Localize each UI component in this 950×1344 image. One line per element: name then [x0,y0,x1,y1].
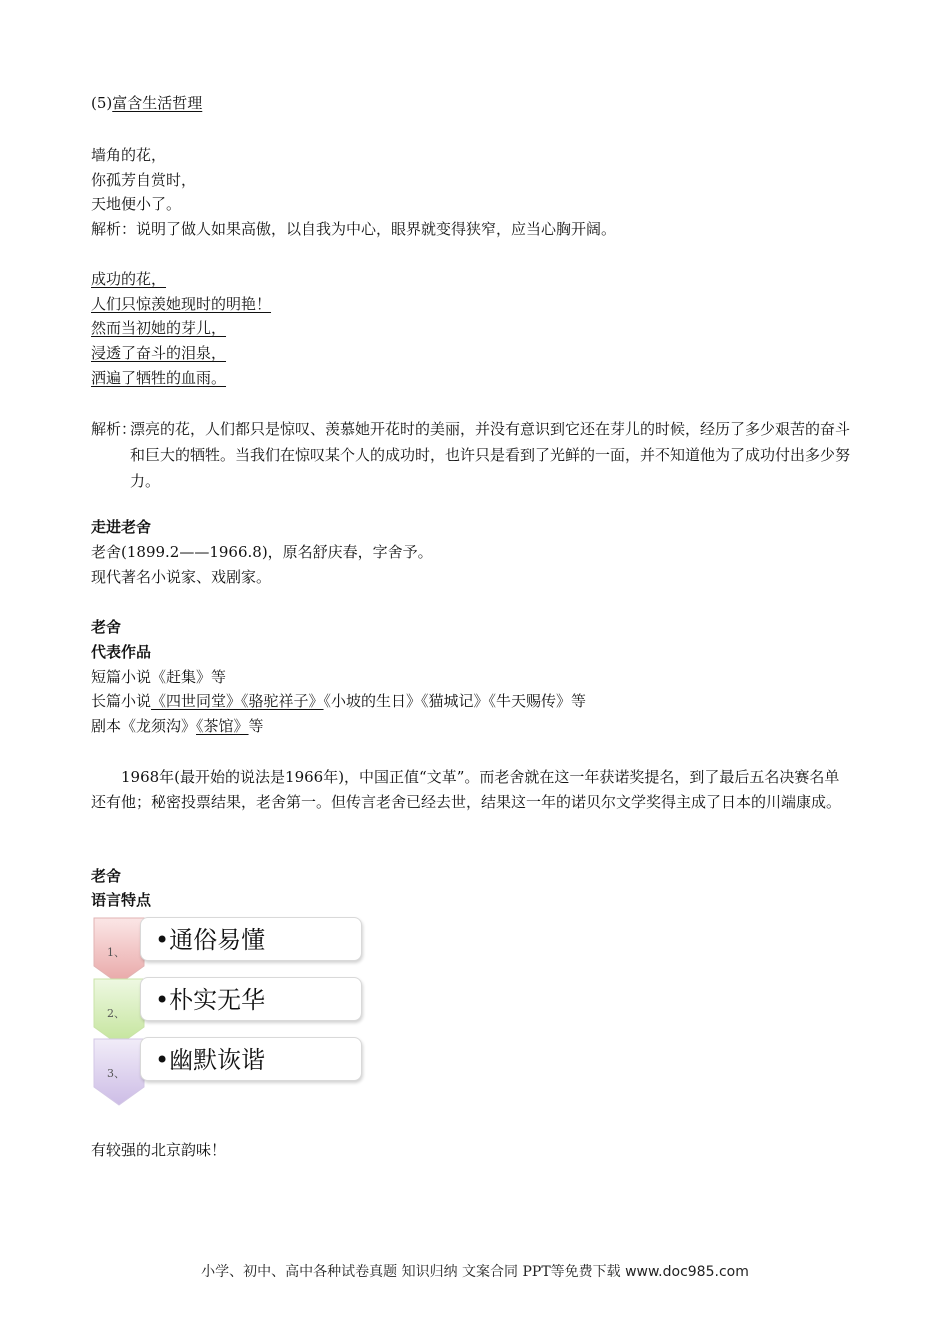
novels-rest: 《小坡的生日》《猫城记》《牛天赐传》等 [323,692,587,710]
works-dramas [91,715,264,737]
dramas-suffix: 等 [248,717,264,735]
poem2-line-2: 人们只惊羡她现时的明艳！ [91,295,272,313]
poem2-analysis [91,416,851,494]
poem2-line-3: 然而当初她的芽儿， [91,319,227,337]
feature-item-3: •幽默诙谐 [140,1037,362,1081]
poem2-line-4: 浸透了奋斗的泪泉， [91,344,227,362]
feature-item-1: •通俗易懂 [140,917,362,961]
section-title-text: 富含生活哲理 [112,94,203,112]
section-number: (5) [91,94,113,112]
dramas-label: 剧本《龙须沟》 [91,717,197,735]
poem1-analysis: 解析：说明了做人如果高傲，以自我为中心，眼界就变得狭窄，应当心胸开阔。 [91,220,617,238]
works-short-stories: 短篇小说《赶集》等 [91,668,227,686]
section-title [91,92,202,114]
analysis-label: 解析： [91,420,137,438]
intro-line-1: 老舍(1899.2——1966.8)，原名舒庆春，字舍予。 [91,543,433,561]
poem2-line-5: 洒遍了牺牲的血雨。 [91,369,227,387]
language-heading-author: 老舍 [91,867,122,885]
poem1-line-3: 天地便小了。 [91,195,182,213]
feature-number-3: 3、 [107,1067,125,1080]
analysis-text: 漂亮的花，人们都只是惊叹、羡慕她开花时的美丽，并没有意识到它还在芽儿的时候，经历了多少艰苦的奋斗和巨大的牺牲。当我们在惊叹某个人的成功时，也许只是看到了光鲜的一面，并不知道他为了成功付出多少努力。 [130,420,851,490]
intro-heading: 走进老舍 [91,518,152,536]
feature-number-2: 2、 [107,1007,125,1020]
poem1-line-2: 你孤芳自赏时， [91,171,197,189]
page-footer [0,1261,950,1281]
language-note: 有较强的北京韵味！ [91,1141,227,1159]
dramas-underlined: 《茶馆》 [196,717,249,735]
footer-url[interactable]: www.doc985.com [625,1264,749,1280]
nobel-paragraph: 1968年(最开始的说法是1966年)，中国正值“文革”。而老舍就在这一年获诺奖提名，到了最后五名决赛名单还有他；秘密投票结果，老舍第一。但传言老舍已经去世，结果这一年的诺贝尔文学奖得主成了日本的川端康成。 [91,768,842,811]
novels-label: 长篇小说 [91,692,152,710]
novels-underlined: 《四世同堂》《骆驼祥子》 [151,692,324,710]
feature-number-1: 1、 [107,946,125,959]
works-novels [91,690,586,712]
poem2-line-1: 成功的花， [91,270,167,288]
language-heading: 语言特点 [91,891,152,909]
feature-item-2: •朴实无华 [140,977,362,1021]
works-heading-author: 老舍 [91,618,122,636]
intro-line-2: 现代著名小说家、戏剧家。 [91,568,272,586]
poem1-line-1: 墙角的花， [91,146,167,164]
footer-text: 小学、初中、高中各种试卷真题 知识归纳 文案合同 PPT等免费下载 [201,1264,626,1280]
works-heading: 代表作品 [91,643,152,661]
